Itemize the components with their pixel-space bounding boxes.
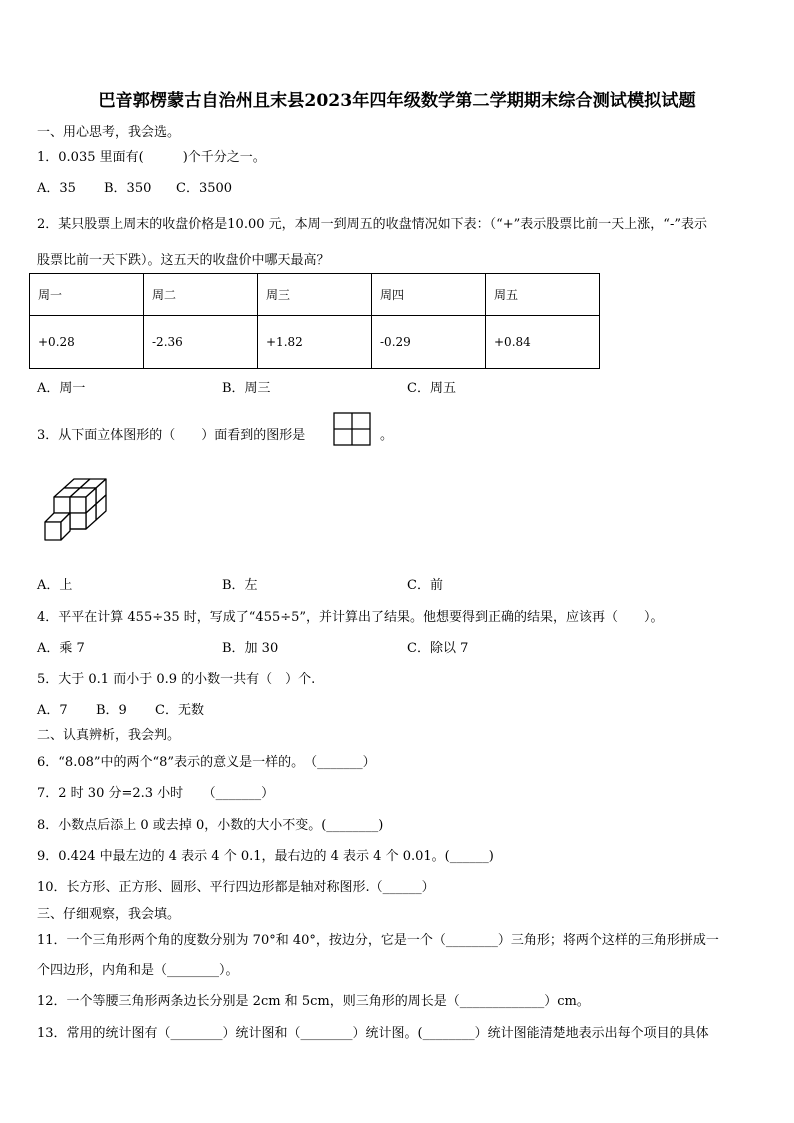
question-2-line-1: 2．某只股票上周末的收盘价格是10.00 元，本周一到周五的收盘情况如下表：（“+”表示股票比前一天上涨，“-”表示: [37, 217, 707, 232]
question-8: 8．小数点后添上 0 或去掉 0，小数的大小不变。(________): [37, 818, 384, 833]
table-cell: -0.29: [372, 316, 486, 369]
q4-option-c: C．除以 7: [407, 641, 469, 656]
stock-table: [29, 273, 600, 369]
q4-option-a: A．乘 7: [37, 641, 85, 656]
q2-option-a: A．周一: [37, 381, 86, 396]
q5-option-b: B．9: [96, 703, 127, 718]
table-header-row: [30, 274, 600, 316]
q5-option-c: C．无数: [155, 703, 204, 718]
question-10: 10．长方形、正方形、圆形、平行四边形都是轴对称图形.（______）: [37, 880, 435, 895]
question-3-end: 。: [380, 428, 394, 443]
section-3-heading: 三、仔细观察，我会填。: [37, 907, 181, 922]
q1-option-c: C．3500: [176, 181, 233, 196]
q1-option-b: B．350: [104, 181, 152, 196]
table-header-cell: 周三: [258, 274, 372, 316]
table-cell: +0.28: [30, 316, 144, 369]
q3-option-a: A．上: [37, 578, 73, 593]
question-11-line-2: 个四边形，内角和是（________）。: [37, 963, 239, 978]
four-square-view-figure: [333, 412, 371, 446]
question-6: 6．“8.08”中的两个“8”表示的意义是一样的。 （_______）: [37, 755, 376, 770]
question-2-line-2: 股票比前一天下跌）。这五天的收盘价中哪天最高？: [37, 253, 330, 268]
q5-option-a: A．7: [37, 703, 68, 718]
table-header-cell: 周五: [486, 274, 600, 316]
question-1: 1．0.035 里面有( )个千分之一。: [37, 150, 266, 165]
table-cell: +0.84: [486, 316, 600, 369]
table-cell: -2.36: [144, 316, 258, 369]
section-1-heading: 一、用心思考，我会选。: [37, 125, 181, 140]
q3-option-c: C．前: [407, 578, 443, 593]
section-2-heading: 二、认真辨析，我会判。: [37, 728, 181, 743]
table-header-cell: 周四: [372, 274, 486, 316]
question-12: 12．一个等腰三角形两条边长分别是 2cm 和 5cm，则三角形的周长是（_____________）cm。: [37, 994, 590, 1009]
question-5: 5．大于 0.1 而小于 0.9 的小数一共有（ ）个.: [37, 672, 316, 687]
q1-option-a: A．35: [37, 181, 76, 196]
question-9: 9．0.424 中最左边的 4 表示 4 个 0.1，最右边的 4 表示 4 个 0.01。(______): [37, 849, 494, 864]
question-4: 4．平平在计算 455÷35 时，写成了“455÷5”，并计算出了结果。他想要得到正确的结果，应该再（ ）。: [37, 610, 664, 625]
table-cell: +1.82: [258, 316, 372, 369]
question-11-line-1: 11．一个三角形两个角的度数分别为 70°和 40°，按边分，它是一个（________）三角形；将两个这样的三角形拼成一: [37, 933, 719, 948]
table-header-cell: 周二: [144, 274, 258, 316]
question-7: 7．2 时 30 分=2.3 小时 （_______）: [37, 786, 275, 801]
question-3: 3．从下面立体图形的（ ）面看到的图形是: [37, 428, 306, 443]
cube-stack-figure: [41, 476, 121, 554]
question-13: 13．常用的统计图有（________）统计图和（________）统计图。(________）统计图能清楚地表示出每个项目的具体: [37, 1026, 709, 1041]
q2-option-b: B．周三: [222, 381, 271, 396]
table-header-cell: 周一: [30, 274, 144, 316]
table-row: [30, 316, 600, 369]
page-title: 巴音郭楞蒙古自治州且末县2023年四年级数学第二学期期末综合测试模拟试题: [98, 91, 696, 111]
q3-option-b: B．左: [222, 578, 258, 593]
q4-option-b: B．加 30: [222, 641, 279, 656]
q2-option-c: C．周五: [407, 381, 456, 396]
